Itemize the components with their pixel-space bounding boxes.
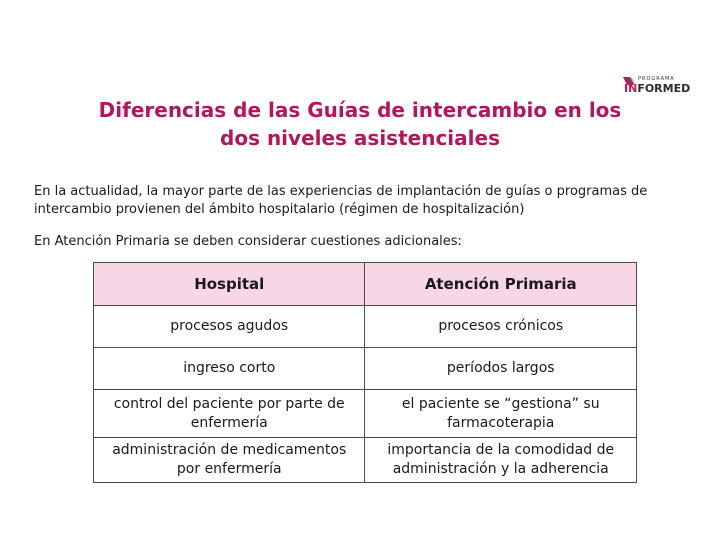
table-header-row: [94, 263, 637, 306]
table-cell: procesos agudos: [94, 306, 365, 348]
table-cell: el paciente se “gestiona” su farmacoterapia: [365, 390, 637, 438]
header-hospital: Hospital: [94, 263, 365, 306]
comparison-table: [93, 262, 637, 483]
table-cell: períodos largos: [365, 348, 637, 390]
table-cell: procesos crónicos: [365, 306, 637, 348]
primary-care-paragraph: En Atención Primaria se deben considerar cuestiones adicionales:: [34, 234, 462, 249]
logo-name-prefix: IN: [624, 82, 638, 95]
page-title: [40, 96, 680, 152]
table-row: [94, 390, 637, 438]
logo-tagline: PROGRAMA: [638, 76, 675, 82]
header-atencion-primaria: Atención Primaria: [365, 263, 637, 306]
table-row: [94, 438, 637, 483]
intro-paragraph: En la actualidad, la mayor parte de las experiencias de implantación de guías o programas de intercambio provienen del ámbito hospitalario (régimen de hospitalización): [34, 184, 648, 217]
title-line-1: Diferencias de las Guías de intercambio en los: [98, 98, 622, 122]
table-cell: control del paciente por parte de enfermería: [94, 390, 365, 438]
table-cell: administración de medicamentos por enfermería: [94, 438, 365, 483]
table-row: [94, 306, 637, 348]
logo-name-suffix: FORMED: [637, 82, 691, 95]
table-row: [94, 348, 637, 390]
logo-name: [624, 82, 690, 95]
title-line-2: dos niveles asistenciales: [220, 126, 500, 150]
table-cell: ingreso corto: [94, 348, 365, 390]
informed-logo: [622, 76, 692, 98]
table-cell: importancia de la comodidad de administración y la adherencia: [365, 438, 637, 483]
